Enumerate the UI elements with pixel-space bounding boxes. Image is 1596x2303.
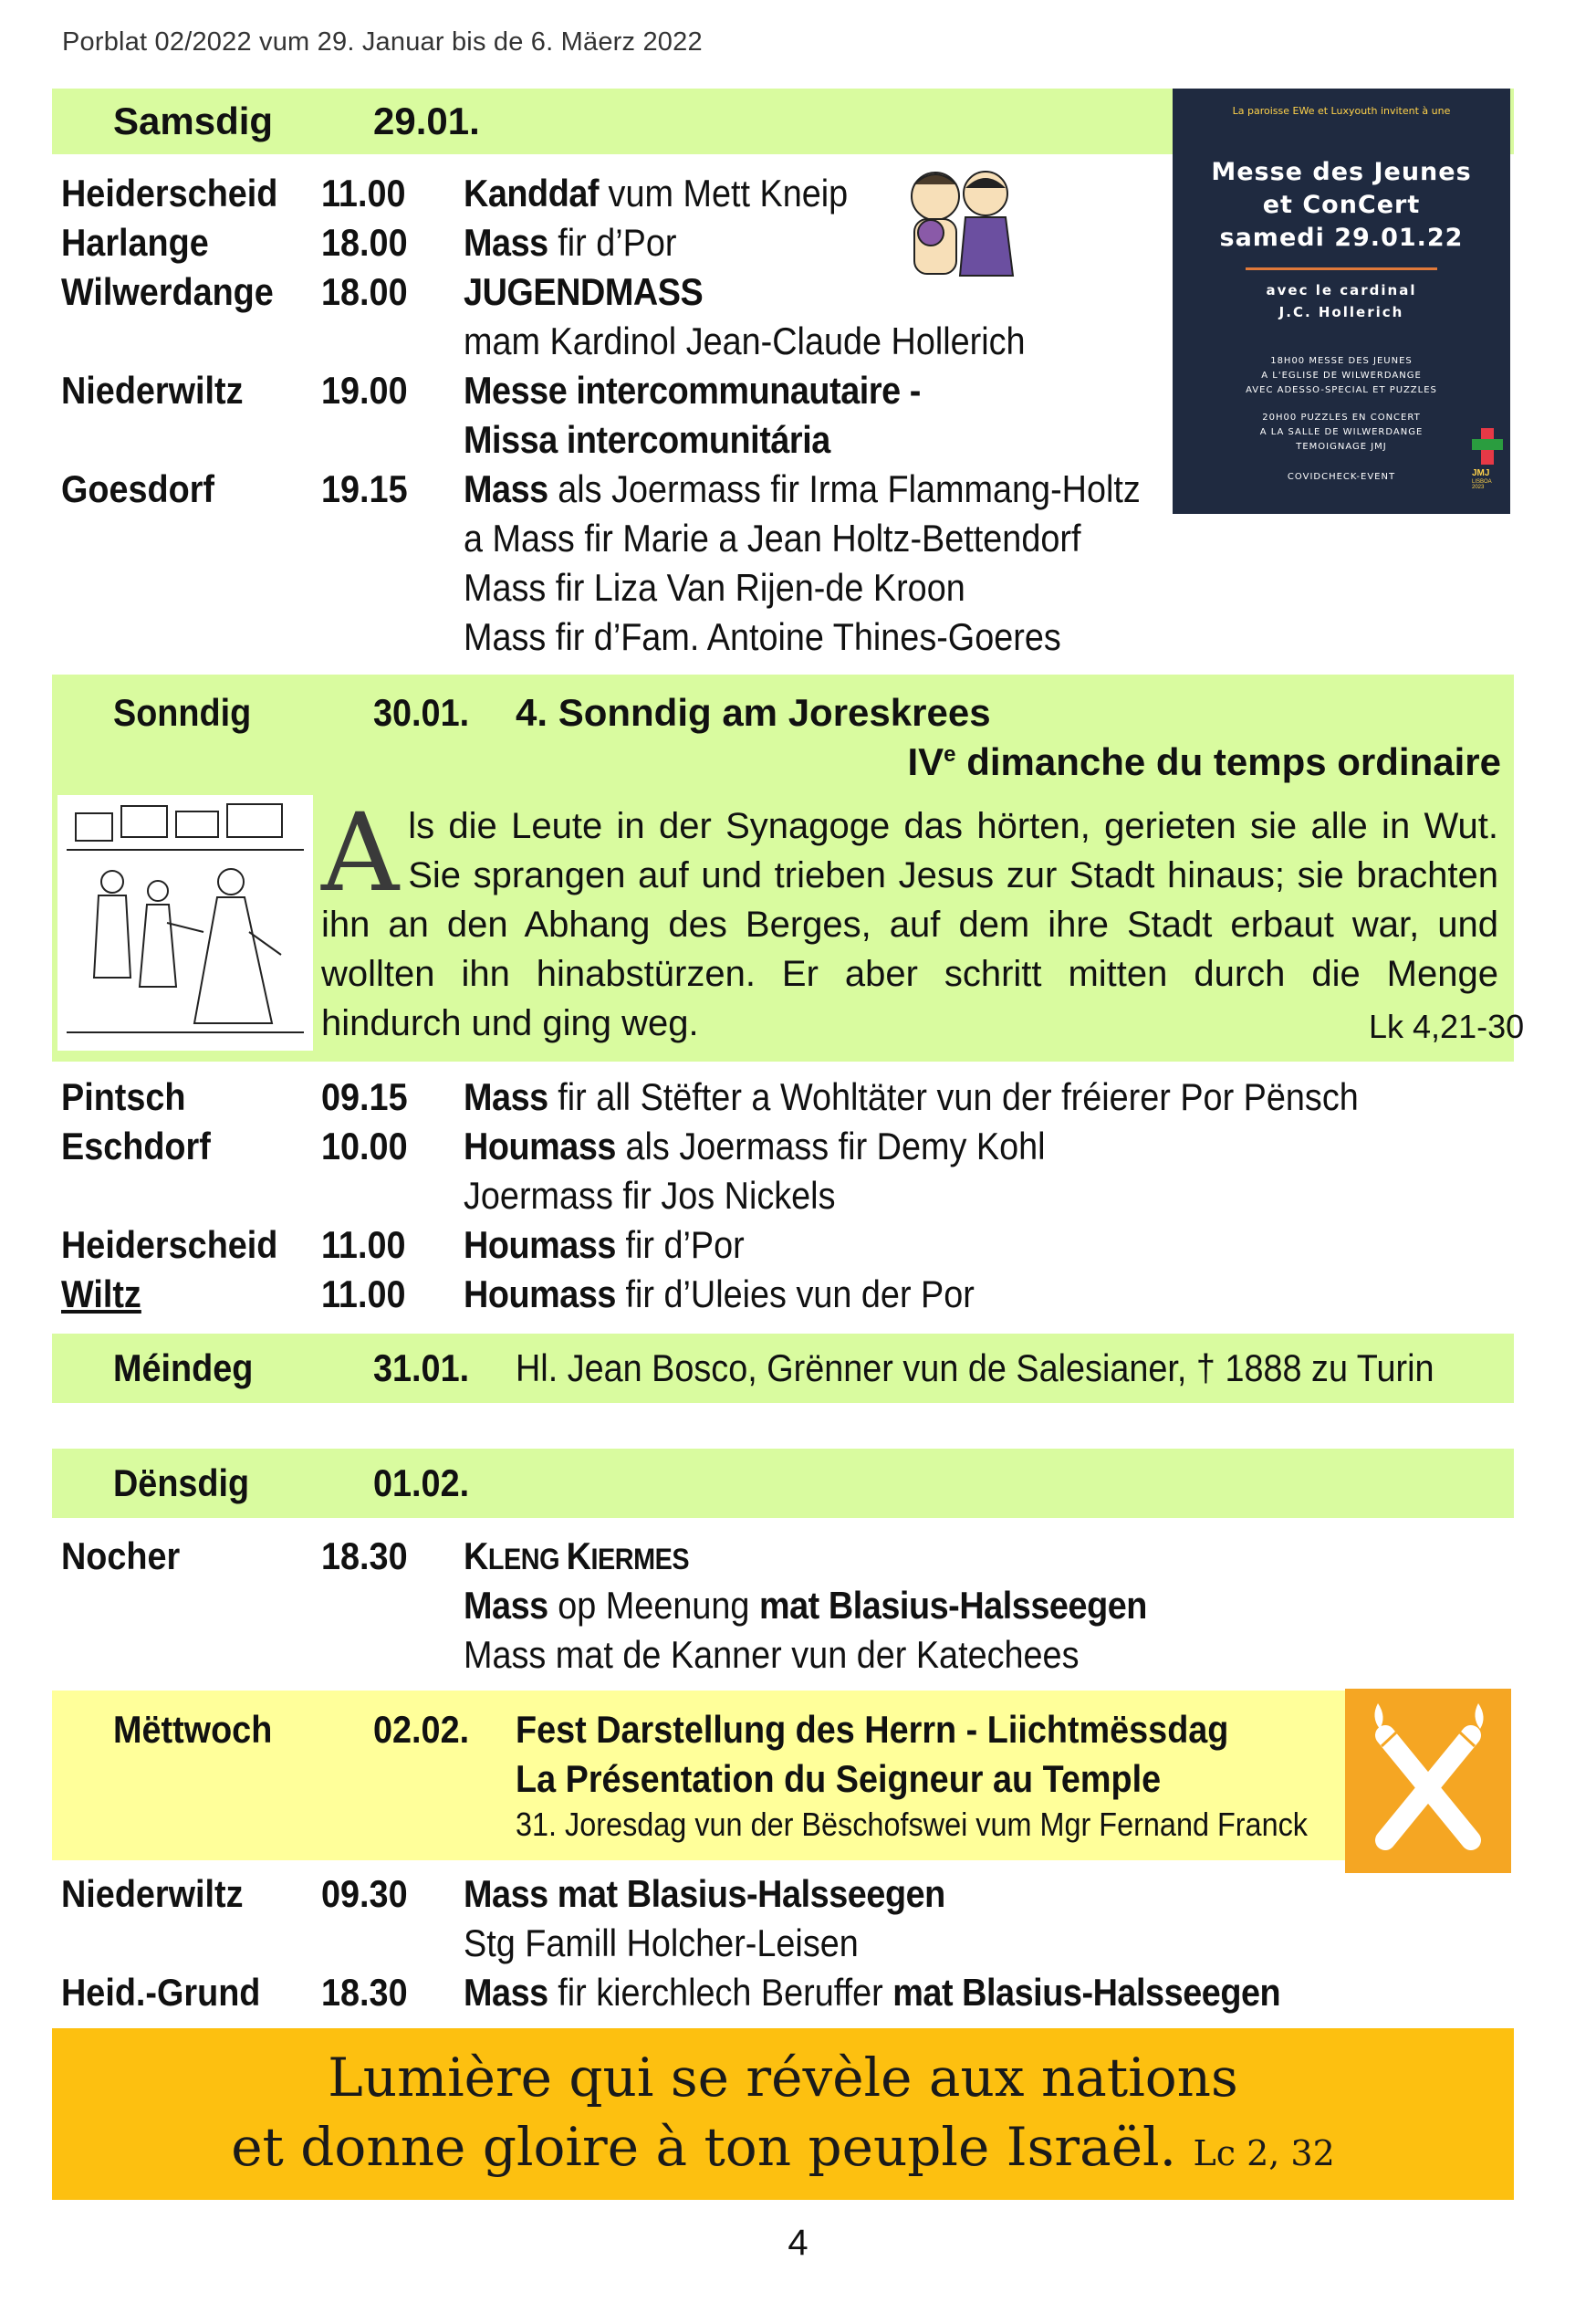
- day-date: 01.02.: [373, 1461, 470, 1504]
- gospel-reading: [321, 790, 1498, 1048]
- day-band-monday: [52, 1334, 1514, 1403]
- day-name: Mëttwoch: [113, 1708, 273, 1751]
- schedule-row: [0, 1073, 1596, 1122]
- description: Mass fir d’Fam. Antoine Thines-Goeres: [464, 615, 1061, 658]
- location: Eschdorf: [61, 1125, 211, 1167]
- schedule-row: [0, 1122, 1596, 1171]
- description: Houmass fir d’Uleies vun der Por: [464, 1272, 975, 1315]
- day-name: Dënsdig: [113, 1461, 250, 1504]
- description: Mass fir Liza Van Rijen-de Kroon: [464, 566, 965, 609]
- description: Mass mat Blasius-Halsseegen: [464, 1872, 945, 1915]
- time: 11.00: [321, 172, 406, 215]
- schedule-row: [0, 317, 1596, 366]
- description: Mass fir kierchlech Beruffer mat Blasius-Halsseegen: [464, 1971, 1281, 2014]
- gospel-illustration-icon: [57, 795, 313, 1051]
- day-date: 29.01.: [373, 99, 480, 142]
- poster-date: samedi 29.01.22: [1219, 224, 1464, 252]
- day-date: 31.01.: [373, 1346, 470, 1389]
- location: Niederwiltz: [61, 1872, 244, 1915]
- reading-reference: Lk 4,21-30: [1369, 1008, 1525, 1045]
- event-title: KLENG KIERMES: [464, 1534, 690, 1577]
- quote-banner: [52, 2028, 1514, 2200]
- description: Missa intercomunitária: [464, 418, 830, 461]
- poster-with: avec le cardinal: [1266, 282, 1417, 298]
- day-date: 30.01.: [373, 691, 470, 734]
- time: 09.30: [321, 1872, 408, 1915]
- description: Joermass fir Jos Nickels: [464, 1174, 836, 1217]
- schedule-row: [0, 465, 1596, 514]
- location: Goesdorf: [61, 467, 215, 510]
- location: Niederwiltz: [61, 369, 244, 412]
- description: Mass mat de Kanner vun der Katechees: [464, 1633, 1080, 1676]
- location: Harlange: [61, 221, 209, 264]
- time: 18.30: [321, 1534, 408, 1577]
- day-name: Samsdig: [113, 99, 274, 142]
- drop-cap: A: [321, 790, 400, 916]
- page-number: 4: [788, 2223, 808, 2263]
- day-band-tuesday: [52, 1449, 1514, 1518]
- poster-detail: COVIDCHECK-EVENT: [1287, 472, 1396, 482]
- reading-text: ls die Leute in der Synagoge das hörten, gerieten sie alle in Wut. Sie sprangen auf und trieben Jesus zur Stadt hinaus; sie brachten ihn an den Abhang des Berges, auf dem ihre Stadt erbaut war, und wollten ihn hinabstürzen. Er aber schritt mitten durch die Menge hindurch und ging weg.: [321, 806, 1498, 1043]
- time: 18.00: [321, 270, 408, 313]
- day-band-wednesday: [52, 1691, 1348, 1860]
- schedule-row: [0, 1919, 1596, 1968]
- schedule-row: [0, 1171, 1596, 1220]
- time: 19.00: [321, 369, 408, 412]
- description: Stg Famill Holcher-Leisen: [464, 1921, 859, 1964]
- schedule-row: [0, 267, 1596, 317]
- schedule-row: [0, 563, 1596, 612]
- anniversary-note: 31. Joresdag vun der Bëschofswei vum Mgr Fernand Franck: [516, 1806, 1309, 1843]
- poster-detail: A L'EGLISE DE WILWERDANGE: [1261, 371, 1422, 381]
- poster-title-2: et ConCert: [1262, 191, 1421, 219]
- poster-intro: La paroisse EWe et Luxyouth invitent à une: [1232, 105, 1451, 117]
- location: Heiderscheid: [61, 172, 278, 215]
- quote-line-2: et donne gloire à ton peuple Israël. Lc 2, 32: [231, 2116, 1335, 2178]
- description: Houmass fir d’Por: [464, 1223, 745, 1266]
- location: Nocher: [61, 1534, 181, 1577]
- quote-line-1: Lumière qui se révèle aux nations: [328, 2047, 1238, 2109]
- poster-detail: 18H00 MESSE DES JEUNES: [1270, 356, 1413, 366]
- schedule-row: [0, 1869, 1596, 1919]
- time: 09.15: [321, 1075, 408, 1118]
- time: 10.00: [321, 1125, 408, 1167]
- schedule-row: [0, 1532, 1596, 1581]
- day-name: Méindeg: [113, 1346, 254, 1389]
- description: Mass fir all Stëfter a Wohltäter vun der fréierer Por Pënsch: [464, 1075, 1359, 1118]
- schedule-row: [0, 1270, 1596, 1319]
- time: 18.00: [321, 221, 408, 264]
- time: 18.30: [321, 1971, 408, 2014]
- candles-icon: [1341, 1685, 1515, 1877]
- location: Heid.-Grund: [61, 1971, 261, 2014]
- schedule-row: [0, 415, 1596, 465]
- jmj-logo-icon: JMJ LISBOA 2023: [1472, 428, 1505, 492]
- schedule-row: [0, 366, 1596, 415]
- description: Houmass als Joermass fir Demy Kohl: [464, 1125, 1046, 1167]
- time: 11.00: [321, 1223, 406, 1266]
- description: Mass als Joermass fir Irma Flammang-Holtz: [464, 467, 1141, 510]
- day-date: 02.02.: [373, 1708, 470, 1751]
- location: Wilwerdange: [61, 270, 274, 313]
- poster-detail: AVEC ADESSO-SPECIAL ET PUZZLES: [1246, 385, 1437, 395]
- feast-note: Hl. Jean Bosco, Grënner vun de Salesianer, † 1888 zu Turin: [516, 1346, 1434, 1389]
- schedule-row: [0, 1581, 1596, 1630]
- sunday-title: 4. Sonndig am Joreskrees: [516, 691, 991, 734]
- description: Kanddaf vum Mett Kneip: [464, 172, 849, 215]
- poster-detail: A LA SALLE DE WILWERDANGE: [1259, 427, 1424, 437]
- description: Messe intercommunautaire -: [464, 369, 921, 412]
- location: Pintsch: [61, 1075, 186, 1118]
- schedule-row: [0, 1220, 1596, 1270]
- poster-detail: TEMOIGNAGE JMJ: [1296, 442, 1387, 452]
- poster-detail: 20H00 PUZZLES EN CONCERT: [1262, 413, 1421, 423]
- time: 19.15: [321, 467, 408, 510]
- description: JUGENDMASS: [464, 270, 704, 313]
- location: Wiltz: [61, 1272, 141, 1315]
- schedule-row: [0, 612, 1596, 662]
- poster-title: Messe des Jeunes: [1211, 158, 1472, 186]
- page-header: Porblat 02/2022 vum 29. Januar bis de 6. Mäerz 2022: [62, 27, 703, 57]
- description: Mass op Meenung mat Blasius-Halsseegen: [464, 1584, 1147, 1627]
- location: Heiderscheid: [61, 1223, 278, 1266]
- poster-with-name: J.C. Hollerich: [1278, 304, 1404, 320]
- feast-title: Fest Darstellung des Herrn - Liichtmëssdag: [516, 1708, 1229, 1751]
- time: 11.00: [321, 1272, 406, 1315]
- schedule-row: [0, 514, 1596, 563]
- description: mam Kardinol Jean-Claude Hollerich: [464, 319, 1026, 362]
- schedule-row: [0, 169, 1596, 218]
- schedule-row: [0, 1968, 1596, 2017]
- description: Mass fir d’Por: [464, 221, 677, 264]
- day-name: Sonndig: [113, 691, 252, 734]
- sunday-subtitle: IVe dimanche du temps ordinaire: [907, 740, 1501, 783]
- schedule-row: [0, 1630, 1596, 1680]
- feast-title-fr: La Présentation du Seigneur au Temple: [516, 1757, 1162, 1800]
- schedule-row: [0, 218, 1596, 267]
- description: a Mass fir Marie a Jean Holtz-Bettendorf: [464, 517, 1081, 560]
